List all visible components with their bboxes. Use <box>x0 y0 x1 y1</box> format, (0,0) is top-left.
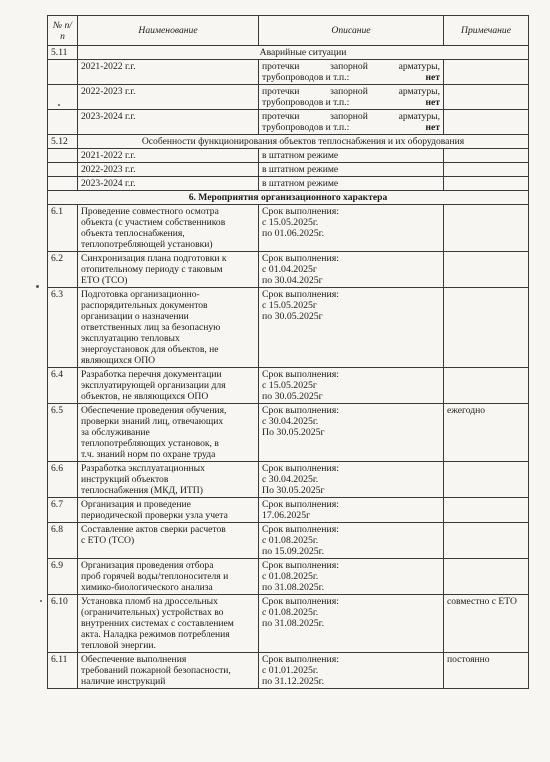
row-desc: Срок выполнения: с 15.05.2025г. по 01.06.2025г. <box>259 205 444 252</box>
desc-cell: в штатном режиме <box>259 177 444 191</box>
desc-cell: в штатном режиме <box>259 149 444 163</box>
table-row <box>48 110 529 135</box>
header-num: № п/п <box>48 16 78 46</box>
header-name: Наименование <box>78 16 259 46</box>
table-row <box>48 252 529 288</box>
row-note: совместно с ЕТО <box>444 595 529 653</box>
table-row <box>48 462 529 498</box>
row-note <box>444 462 529 498</box>
section-title: 6. Мероприятия организационного характера <box>48 191 529 205</box>
row-name: Организация и проведение периодической проверки узла учета <box>78 498 259 523</box>
row-name: Установка пломб на дроссельных (ограничительных) устройствах во внутренних системах с составлением акта. Наладка режимов потребления тепловой энергии. <box>78 595 259 653</box>
section-512-row <box>48 135 529 149</box>
row-desc: Срок выполнения: с 01.08.2025г. по 31.08.2025г. <box>259 559 444 595</box>
year-cell: 2021-2022 г.г. <box>78 60 259 85</box>
table-row <box>48 163 529 177</box>
row-name: Составление актов сверки расчетов с ЕТО (ТСО) <box>78 523 259 559</box>
row-num: 6.10 <box>48 595 78 653</box>
row-name: Синхронизация плана подготовки к отопительному периоду с таковым ЕТО (ТСО) <box>78 252 259 288</box>
table-row <box>48 85 529 110</box>
table-row <box>48 653 529 689</box>
scan-speck <box>36 285 39 288</box>
row-note <box>444 523 529 559</box>
table-header <box>48 16 529 46</box>
row-num: 6.3 <box>48 288 78 368</box>
row-num: 6.4 <box>48 368 78 404</box>
section-num: 5.11 <box>48 46 78 60</box>
section-title: Аварийные ситуации <box>78 46 529 60</box>
table-row <box>48 368 529 404</box>
desc-cell: в штатном режиме <box>259 163 444 177</box>
row-note: постоянно <box>444 653 529 689</box>
row-name: Обеспечение выполнения требований пожарной безопасности, наличие инструкций <box>78 653 259 689</box>
row-name: Подготовка организационно- распорядительных документов организации о назначении ответственных лиц за безопасную эксплуатацию тепловых энергоустановок для объектов, не являющихся ОПО <box>78 288 259 368</box>
section-num: 5.12 <box>48 135 78 149</box>
row-num: 6.7 <box>48 498 78 523</box>
year-cell: 2022-2023 г.г. <box>78 163 259 177</box>
row-note <box>444 288 529 368</box>
header-note: Примечание <box>444 16 529 46</box>
year-cell: 2023-2024 г.г. <box>78 177 259 191</box>
row-num: 6.1 <box>48 205 78 252</box>
desc-cell: протечки запорной арматуры, трубопроводов и т.п.: нет <box>259 110 444 135</box>
row-note <box>444 368 529 404</box>
row-desc: Срок выполнения: с 01.08.2025г. по 31.08.2025г. <box>259 595 444 653</box>
row-desc: Срок выполнения: с 30.04.2025г. По 30.05.2025г <box>259 404 444 462</box>
row-name: Разработка перечня документации эксплуатирующей организации для объектов, не являющихся ОПО <box>78 368 259 404</box>
row-name: Проведение совместного осмотра объекта (с участием собственников объекта теплоснабжения, теплопотребляющей установки) <box>78 205 259 252</box>
year-cell: 2021-2022 г.г. <box>78 149 259 163</box>
scan-speck <box>40 600 42 602</box>
row-desc: Срок выполнения: 17.06.2025г <box>259 498 444 523</box>
desc-cell: протечки запорной арматуры, трубопроводов и т.п.: нет <box>259 60 444 85</box>
row-note <box>444 498 529 523</box>
desc-cell: протечки запорной арматуры, трубопроводов и т.п.: нет <box>259 85 444 110</box>
year-cell: 2023-2024 г.г. <box>78 110 259 135</box>
table-row <box>48 205 529 252</box>
row-num: 6.9 <box>48 559 78 595</box>
table-row <box>48 60 529 85</box>
table-row <box>48 595 529 653</box>
row-desc: Срок выполнения: с 15.05.2025г по 30.05.2025г <box>259 368 444 404</box>
row-desc: Срок выполнения: с 01.04.2025г по 30.04.2025г <box>259 252 444 288</box>
row-desc: Срок выполнения: с 30.04.2025г. По 30.05.2025г <box>259 462 444 498</box>
row-desc: Срок выполнения: с 01.01.2025г. по 31.12.2025г. <box>259 653 444 689</box>
row-desc: Срок выполнения: с 15.05.2025г по 30.05.2025г <box>259 288 444 368</box>
row-name: Обеспечение проведения обучения, проверки знаний лиц, отвечающих за обслуживание теплопотребляющих установок, в т.ч. знаний норм по охране труда <box>78 404 259 462</box>
row-num: 6.8 <box>48 523 78 559</box>
measures-table <box>47 15 529 689</box>
row-note <box>444 205 529 252</box>
row-name: Организация проведения отбора проб горячей воды/теплоносителя и химико-биологического анализа <box>78 559 259 595</box>
row-num: 6.6 <box>48 462 78 498</box>
section-6-body <box>48 205 529 689</box>
table-row <box>48 149 529 163</box>
row-num: 6.11 <box>48 653 78 689</box>
row-note: ежегодно <box>444 404 529 462</box>
row-desc: Срок выполнения: с 01.08.2025г. по 15.09.2025г. <box>259 523 444 559</box>
table-row <box>48 288 529 368</box>
table-row <box>48 498 529 523</box>
section-6-title-row <box>48 191 529 205</box>
row-name: Разработка эксплуатационных инструкций объектов теплоснабжения (МКД, ИТП) <box>78 462 259 498</box>
table-row <box>48 177 529 191</box>
row-num: 6.2 <box>48 252 78 288</box>
table-row <box>48 523 529 559</box>
table-row <box>48 404 529 462</box>
row-note <box>444 559 529 595</box>
section-511-row <box>48 46 529 60</box>
table-row <box>48 559 529 595</box>
year-cell: 2022-2023 г.г. <box>78 85 259 110</box>
row-num: 6.5 <box>48 404 78 462</box>
row-note <box>444 252 529 288</box>
header-desc: Описание <box>259 16 444 46</box>
section-title: Особенности функционирования объектов теплоснабжения и их оборудования <box>78 135 529 149</box>
scan-speck <box>58 104 60 106</box>
